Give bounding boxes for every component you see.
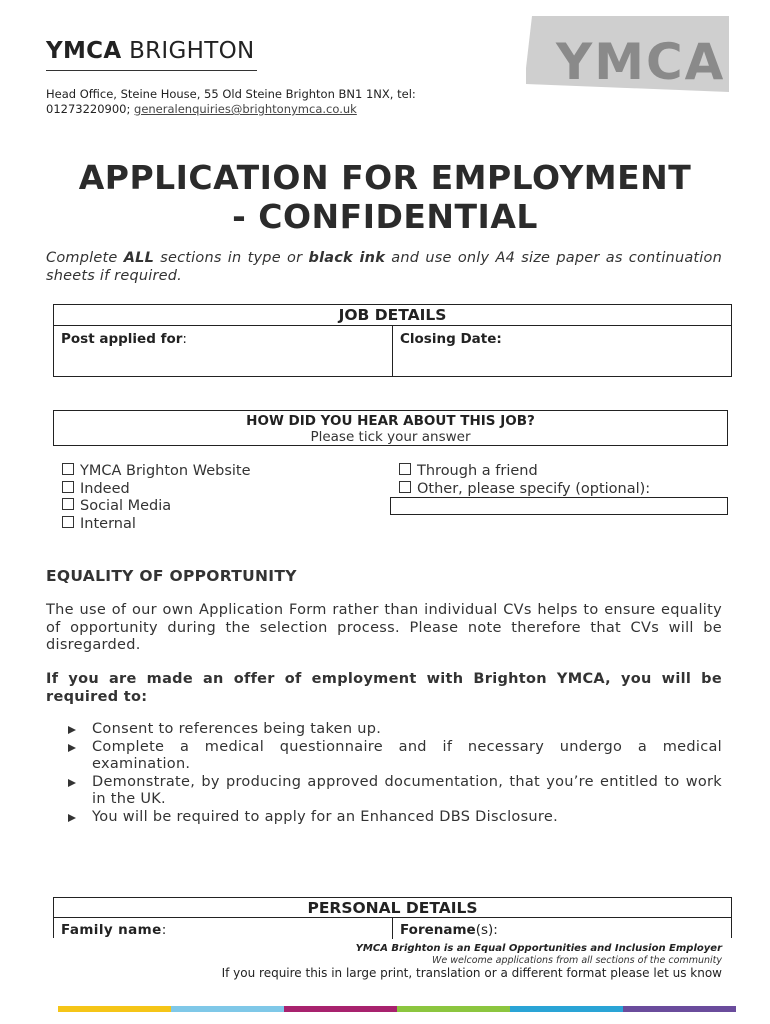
hear-options-left — [62, 463, 251, 533]
logo-text: YMCA — [556, 33, 726, 91]
checkbox-icon[interactable] — [62, 463, 74, 475]
option-other[interactable] — [399, 481, 650, 499]
forename-suffix: (s): — [475, 922, 498, 938]
option-through-friend[interactable] — [399, 463, 650, 481]
ymca-logo — [526, 16, 729, 92]
hear-about-subtitle: Please tick your answer — [310, 429, 471, 445]
intro-instructions — [46, 250, 722, 285]
list-item — [66, 809, 722, 827]
intro-text-1: Complete — [46, 250, 124, 266]
forename-cell[interactable] — [393, 918, 731, 939]
option-label: Internal — [80, 515, 136, 532]
option-ymca-website[interactable] — [62, 463, 251, 481]
option-label: Social Media — [80, 498, 172, 514]
requirement-text: Consent to references being taken up. — [92, 721, 382, 737]
stripe-segment-green — [397, 1006, 510, 1012]
stripe-segment-blue — [510, 1006, 623, 1012]
bullet-arrow-icon — [68, 814, 76, 822]
checkbox-icon[interactable] — [399, 463, 411, 475]
page-title — [40, 158, 730, 236]
checkbox-icon[interactable] — [62, 498, 74, 510]
bullet-arrow-icon — [68, 726, 76, 734]
intro-text-3: and use only A4 size paper as continuation sheets if required. — [46, 250, 722, 284]
list-item — [66, 721, 722, 739]
option-label: YMCA Brighton Website — [80, 463, 251, 479]
post-applied-colon: : — [182, 331, 187, 347]
requirement-text: Complete a medical questionnaire and if necessary undergo a medical examination. — [92, 738, 722, 772]
address-text: Head Office, Steine House, 55 Old Steine Brighton BN1 1NX, tel: 01273220900; — [46, 87, 416, 116]
checkbox-icon[interactable] — [399, 481, 411, 493]
offer-requirements-intro: If you are made an offer of employment with Brighton YMCA, you will be required to: — [46, 671, 722, 705]
checkbox-icon[interactable] — [62, 481, 74, 493]
hear-about-title: HOW DID YOU HEAR ABOUT THIS JOB? — [246, 413, 535, 429]
family-name-label: Family name — [61, 922, 162, 938]
family-name-colon: : — [161, 922, 167, 938]
bullet-arrow-icon — [68, 779, 76, 787]
stripe-segment-purple — [623, 1006, 736, 1012]
family-name-cell[interactable] — [54, 918, 393, 939]
email-link[interactable]: generalenquiries@brightonymca.co.uk — [134, 102, 357, 116]
option-label: Indeed — [80, 480, 130, 497]
closing-date-cell[interactable] — [393, 326, 731, 377]
hear-options-right — [399, 463, 650, 498]
bullet-arrow-icon — [68, 744, 76, 752]
title-line-1: APPLICATION FOR EMPLOYMENT — [78, 158, 692, 197]
hear-about-box — [53, 410, 728, 446]
forename-label: Forename — [400, 922, 476, 938]
requirements-list — [66, 721, 722, 826]
intro-text-2: sections in type or — [154, 250, 309, 266]
equality-heading: EQUALITY OF OPPORTUNITY — [46, 567, 297, 585]
footer-format-note: If you require this in large print, translation or a different format please let us know — [221, 966, 722, 980]
option-internal[interactable] — [62, 516, 251, 534]
brand-rest: BRIGHTON — [129, 38, 255, 64]
option-indeed[interactable] — [62, 481, 251, 499]
intro-bold-all: ALL — [123, 250, 155, 266]
personal-details-title: PERSONAL DETAILS — [54, 898, 731, 918]
stripe-segment-light-blue — [171, 1006, 284, 1012]
footer-welcome: We welcome applications from all sections of the community — [431, 955, 722, 966]
intro-bold-ink: black ink — [308, 250, 386, 266]
title-line-2: - CONFIDENTIAL — [232, 197, 538, 236]
post-applied-cell[interactable] — [54, 326, 393, 377]
footer-equal-opportunities: YMCA Brighton is an Equal Opportunities and Inclusion Employer — [355, 943, 722, 954]
head-office-address — [46, 87, 496, 117]
job-details-table — [53, 304, 732, 377]
brand-wordmark — [46, 38, 254, 64]
requirement-text: Demonstrate, by producing approved documentation, that you’re entitled to work in the UK. — [92, 773, 722, 807]
option-social-media[interactable] — [62, 498, 251, 516]
option-label: Other, please specify (optional): — [417, 480, 651, 497]
footer-color-stripe — [58, 1006, 736, 1012]
brand-bold: YMCA — [46, 38, 122, 64]
requirement-text: You will be required to apply for an Enhanced DBS Disclosure. — [92, 808, 558, 825]
list-item — [66, 774, 722, 809]
stripe-segment-magenta — [284, 1006, 397, 1012]
brand-underline — [46, 70, 257, 71]
stripe-segment-yellow — [58, 1006, 171, 1012]
post-applied-label: Post applied for — [61, 331, 183, 347]
job-details-title: JOB DETAILS — [54, 305, 731, 326]
checkbox-icon[interactable] — [62, 516, 74, 528]
other-specify-field[interactable] — [390, 497, 728, 515]
list-item — [66, 739, 722, 774]
option-label: Through a friend — [417, 463, 538, 479]
closing-date-label: Closing Date: — [400, 331, 502, 347]
personal-details-table — [53, 897, 732, 938]
equality-paragraph: The use of our own Application Form rather than individual CVs helps to ensure equality of opportunity during the selection process. Please note therefore that CVs will be disregarded. — [46, 602, 722, 653]
